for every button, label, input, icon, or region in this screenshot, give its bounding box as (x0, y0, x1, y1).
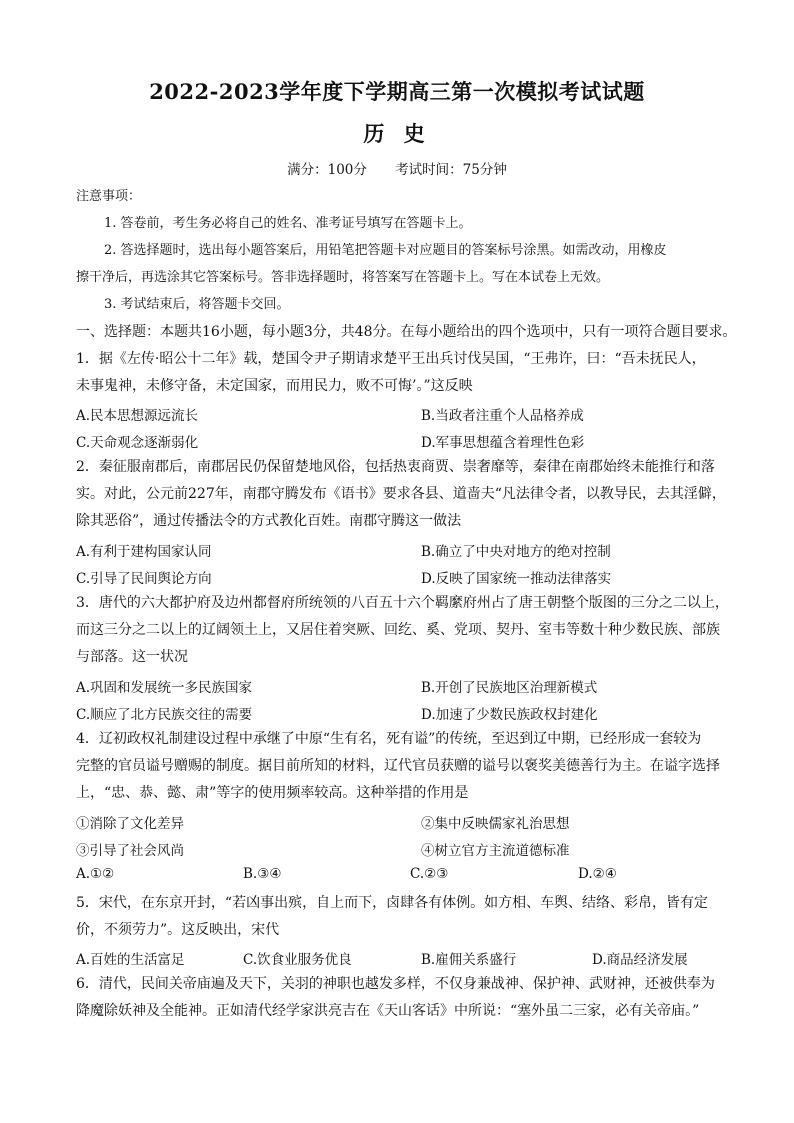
q5-stem-line-1: 5．宋代，在东京开封，“若凶事出殡，自上而下，卤肆各有体例。如方相、车舆、结络、彩帛，皆有定 (76, 895, 709, 911)
notes-heading: 注意事项： (76, 189, 142, 204)
q2-option-d: D.反映了国家统一推动法律落实 (421, 571, 612, 587)
q2-stem-line-1: 2．秦征服南郡后，南郡居民仍保留楚地风俗，包括热衷商贾、崇奢靡等，秦律在南郡始终未能推行和落 (76, 459, 715, 475)
note-2-line-2: 擦干净后，再选涂其它答案标号。答非选择题时，将答案写在答题卡上。写在本试卷上无效。 (76, 270, 610, 285)
q4-option-d: D.②④ (578, 866, 617, 882)
q1-option-b: B.当政者注重个人品格养成 (421, 408, 584, 424)
exam-time: 考试时间：75分钟 (395, 162, 507, 178)
note-1: 1. 答卷前，考生务必将自己的姓名、准考证号填写在答题卡上。 (104, 216, 472, 231)
q1-stem-line-1: 1．据《左传·昭公十二年》载，楚国令尹子期请求楚平王出兵讨伐吴国，“王弗许，曰：“吾未抚民人， (76, 351, 706, 367)
q6-stem-line-2: 降魔除妖神及全能神。正如清代经学家洪亮吉在《天山客话》中所说：“塞外虽二三家，必有关帝庙。” (76, 1003, 700, 1019)
q4-stem-line-2: 完整的官员谥号赠赐的制度。据目前所知的材料，辽代官员获赠的谥号以褒奖美德善行为主。在谥字选择 (76, 758, 720, 774)
q1-stem-line-2: 未事鬼神，未修守备，未定国家，而用民力，败不可悔’。”这反映 (76, 378, 473, 394)
q4-option-a: A.①② (76, 866, 115, 882)
q2-stem-line-2: 实。对此，公元前227年，南郡守腾发布《语书》要求各县、道啬夫“凡法律令者，以教导民，去其淫僻， (76, 486, 726, 502)
exam-meta (0, 158, 794, 178)
full-score: 满分：100分 (287, 162, 367, 178)
q6-stem-line-1: 6．清代，民间关帝庙遍及天下，关羽的神职也越发多样，不仅身兼战神、保护神、武财神，还被供奉为 (76, 976, 715, 992)
q4-stem-line-1: 4．辽初政权礼制建设过程中承继了中原“生有名，死有谥”的传统，至迟到辽中期，已经形成一套较为 (76, 731, 702, 747)
q2-option-a: A.有利于建构国家认同 (76, 544, 212, 560)
q4-option-c: C.②③ (410, 866, 449, 882)
q3-option-d: D.加速了少数民族政权封建化 (421, 707, 598, 723)
q1-option-c: C.天命观念逐渐弱化 (76, 435, 199, 451)
q3-option-c: C.顺应了北方民族交往的需要 (76, 707, 253, 723)
q3-option-a: A.巩固和发展统一多民族国家 (76, 680, 253, 696)
q4-statement-1: ①消除了文化差异 (76, 816, 184, 832)
q5-option-d: D.商品经济发展 (592, 952, 688, 968)
q5-option-a: A.百姓的生活富足 (76, 952, 185, 968)
q2-stem-line-3: 除其恶俗”，通过传播法令的方式教化百姓。南郡守腾这一做法 (76, 513, 462, 529)
q5-option-b: B.雇佣关系盛行 (421, 952, 517, 968)
q4-statement-3: ③引导了社会风尚 (76, 843, 184, 859)
note-2-line-1: 2. 答选择题时，选出每小题答案后，用铅笔把答题卡对应题目的答案标号涂黑。如需改动，用橡皮 (104, 243, 667, 258)
exam-title: 2022-2023学年度下学期高三第一次模拟考试试题 (149, 79, 645, 104)
q3-stem-line-2: 而这三分之二以上的辽阔领土上，又居住着突厥、回纥、奚、党项、契丹、室韦等数十种少数民族、部族 (76, 622, 720, 638)
q5-stem-line-2: 价，不须劳力”。这反映出，宋代 (76, 922, 280, 938)
q4-statement-4: ④树立官方主流道德标准 (421, 843, 570, 859)
q4-statement-2: ②集中反映儒家礼治思想 (421, 816, 570, 832)
q1-option-d: D.军事思想蕴含着理性色彩 (421, 435, 585, 451)
q2-option-b: B.确立了中央对地方的绝对控制 (421, 544, 611, 560)
q4-option-b: B.③④ (243, 866, 282, 882)
q2-option-c: C.引导了民间舆论方向 (76, 571, 212, 587)
q5-option-c: C.饮食业服务优良 (243, 952, 352, 968)
section-heading: 一、选择题：本题共16小题，每小题3分，共48分。在每小题给出的四个选项中，只有一项符合题目要求。 (76, 324, 737, 340)
q4-stem-line-3: 上，“忠、恭、懿、肃”等字的使用频率较高。这种举措的作用是 (76, 785, 469, 801)
q3-option-b: B.开创了民族地区治理新模式 (421, 680, 598, 696)
note-3: 3. 考试结束后，将答题卡交回。 (104, 297, 290, 312)
q1-option-a: A.民本思想源远流长 (76, 408, 199, 424)
subject-title: 历 史 (363, 121, 431, 146)
q3-stem-line-3: 与部落。这一状况 (76, 649, 188, 665)
q3-stem-line-1: 3．唐代的六大都护府及边州都督府所统领的八百五十六个羁縻府州占了唐王朝整个版图的三分之二以上， (76, 595, 729, 611)
